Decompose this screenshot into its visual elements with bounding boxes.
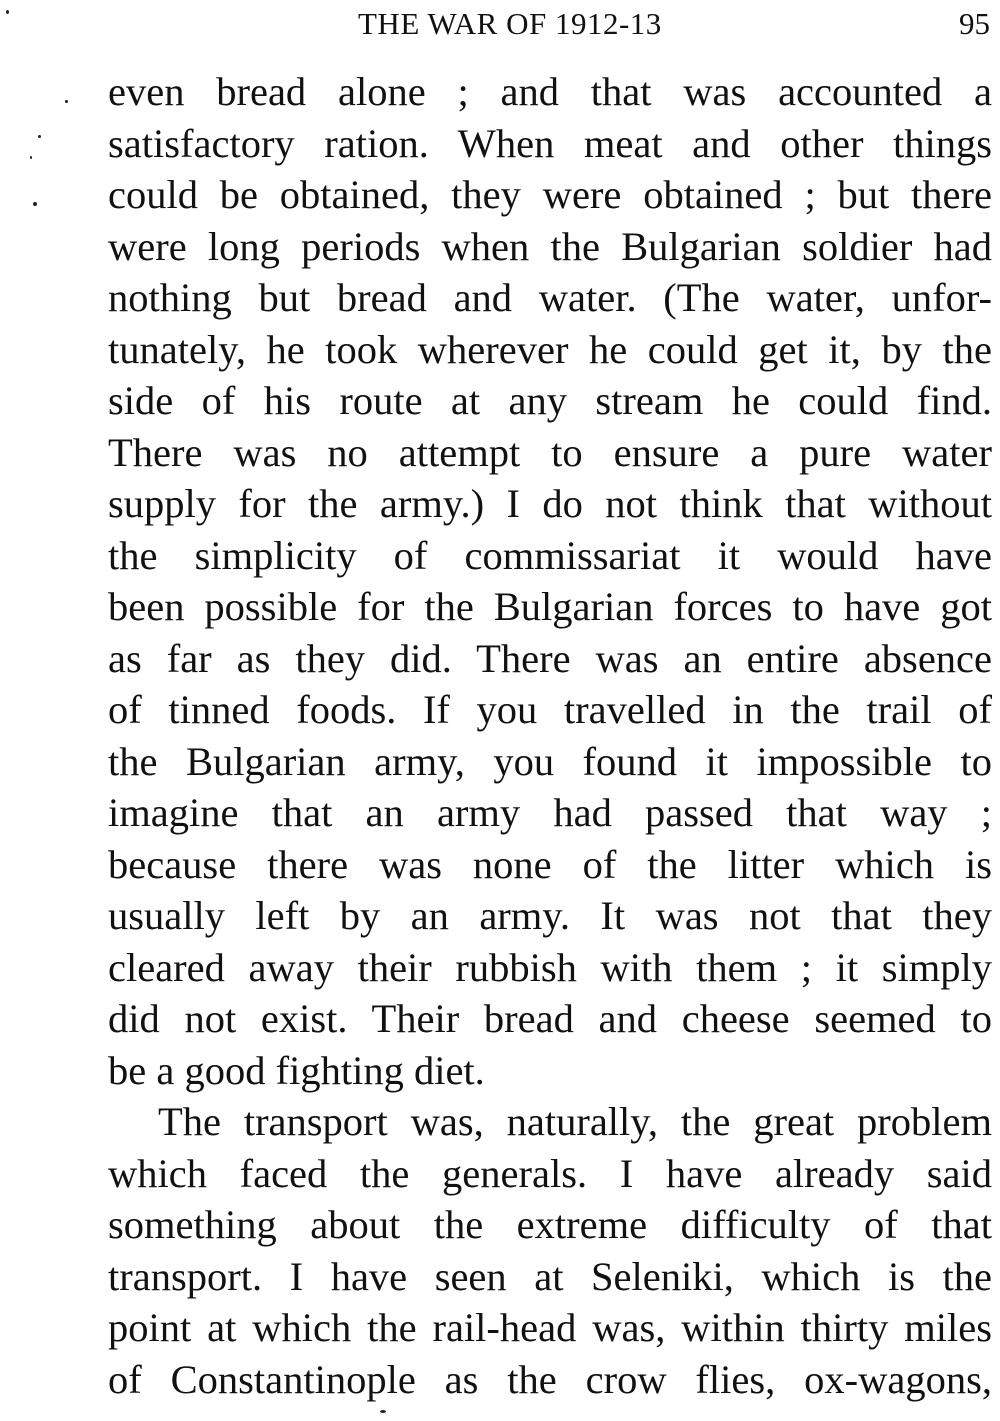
text-line: tunately, he took wherever he could get it, by the [108,326,992,372]
text-line: were long periods when the Bulgarian soldier had [108,223,992,269]
scan-speck [65,100,68,103]
text-line: side of his route at any stream he could find. [108,378,992,423]
text-line: cleared away their rubbish with them ; it simply [108,944,992,990]
text-line: imagine that an army had passed that way ; [108,790,992,835]
text-line: usually left by an army. It was not that they [108,893,992,938]
text-line: could be obtained, they were obtained ; but there [108,172,992,217]
text-line: There was no attempt to ensure a pure water [108,429,992,475]
text-line: The transport was, naturally, the great problem [158,1099,992,1144]
text-line: because there was none of the litter which is [108,841,992,887]
scan-speck [30,156,32,159]
text-line: something about the extreme difficulty of that [108,1202,992,1247]
text-line: the Bulgarian army, you found it impossible to [108,738,992,784]
scan-speck [6,10,9,14]
scan-speck [38,135,41,138]
scan-speck [380,1410,386,1413]
text-line: nothing but bread and water. (The water, unfor- [108,275,992,320]
text-line: been possible for the Bulgarian forces to have got [108,584,992,629]
running-head: THE WAR OF 1912-13 [358,6,662,41]
text-line: supply for the army.) I do not think that without [108,481,992,526]
text-line: of tinned foods. If you travelled in the trail of [108,687,992,732]
text-line: did not exist. Their bread and cheese seemed to [108,996,992,1041]
text-line: the simplicity of commissariat it would have [108,532,992,578]
text-line: of Constantinople as the crow flies, ox-wagons, [108,1356,992,1402]
text-line: be a good fighting diet. [108,1047,485,1093]
text-line: point at which the rail-head was, within thirty miles [108,1305,992,1350]
text-line: even bread alone ; and that was accounted a [108,69,992,114]
text-line: as far as they did. There was an entire absence [108,635,992,681]
text-line: transport. I have seen at Seleniki, which is the [108,1253,992,1299]
text-line: satisfactory ration. When meat and other things [108,120,992,166]
page-number: 95 [959,6,990,41]
scan-speck [33,202,37,206]
text-line: which faced the generals. I have already said [108,1150,992,1196]
paragraph [108,66,992,1096]
page-body [108,66,992,1405]
page-header [110,6,990,46]
paragraph [108,1096,992,1405]
